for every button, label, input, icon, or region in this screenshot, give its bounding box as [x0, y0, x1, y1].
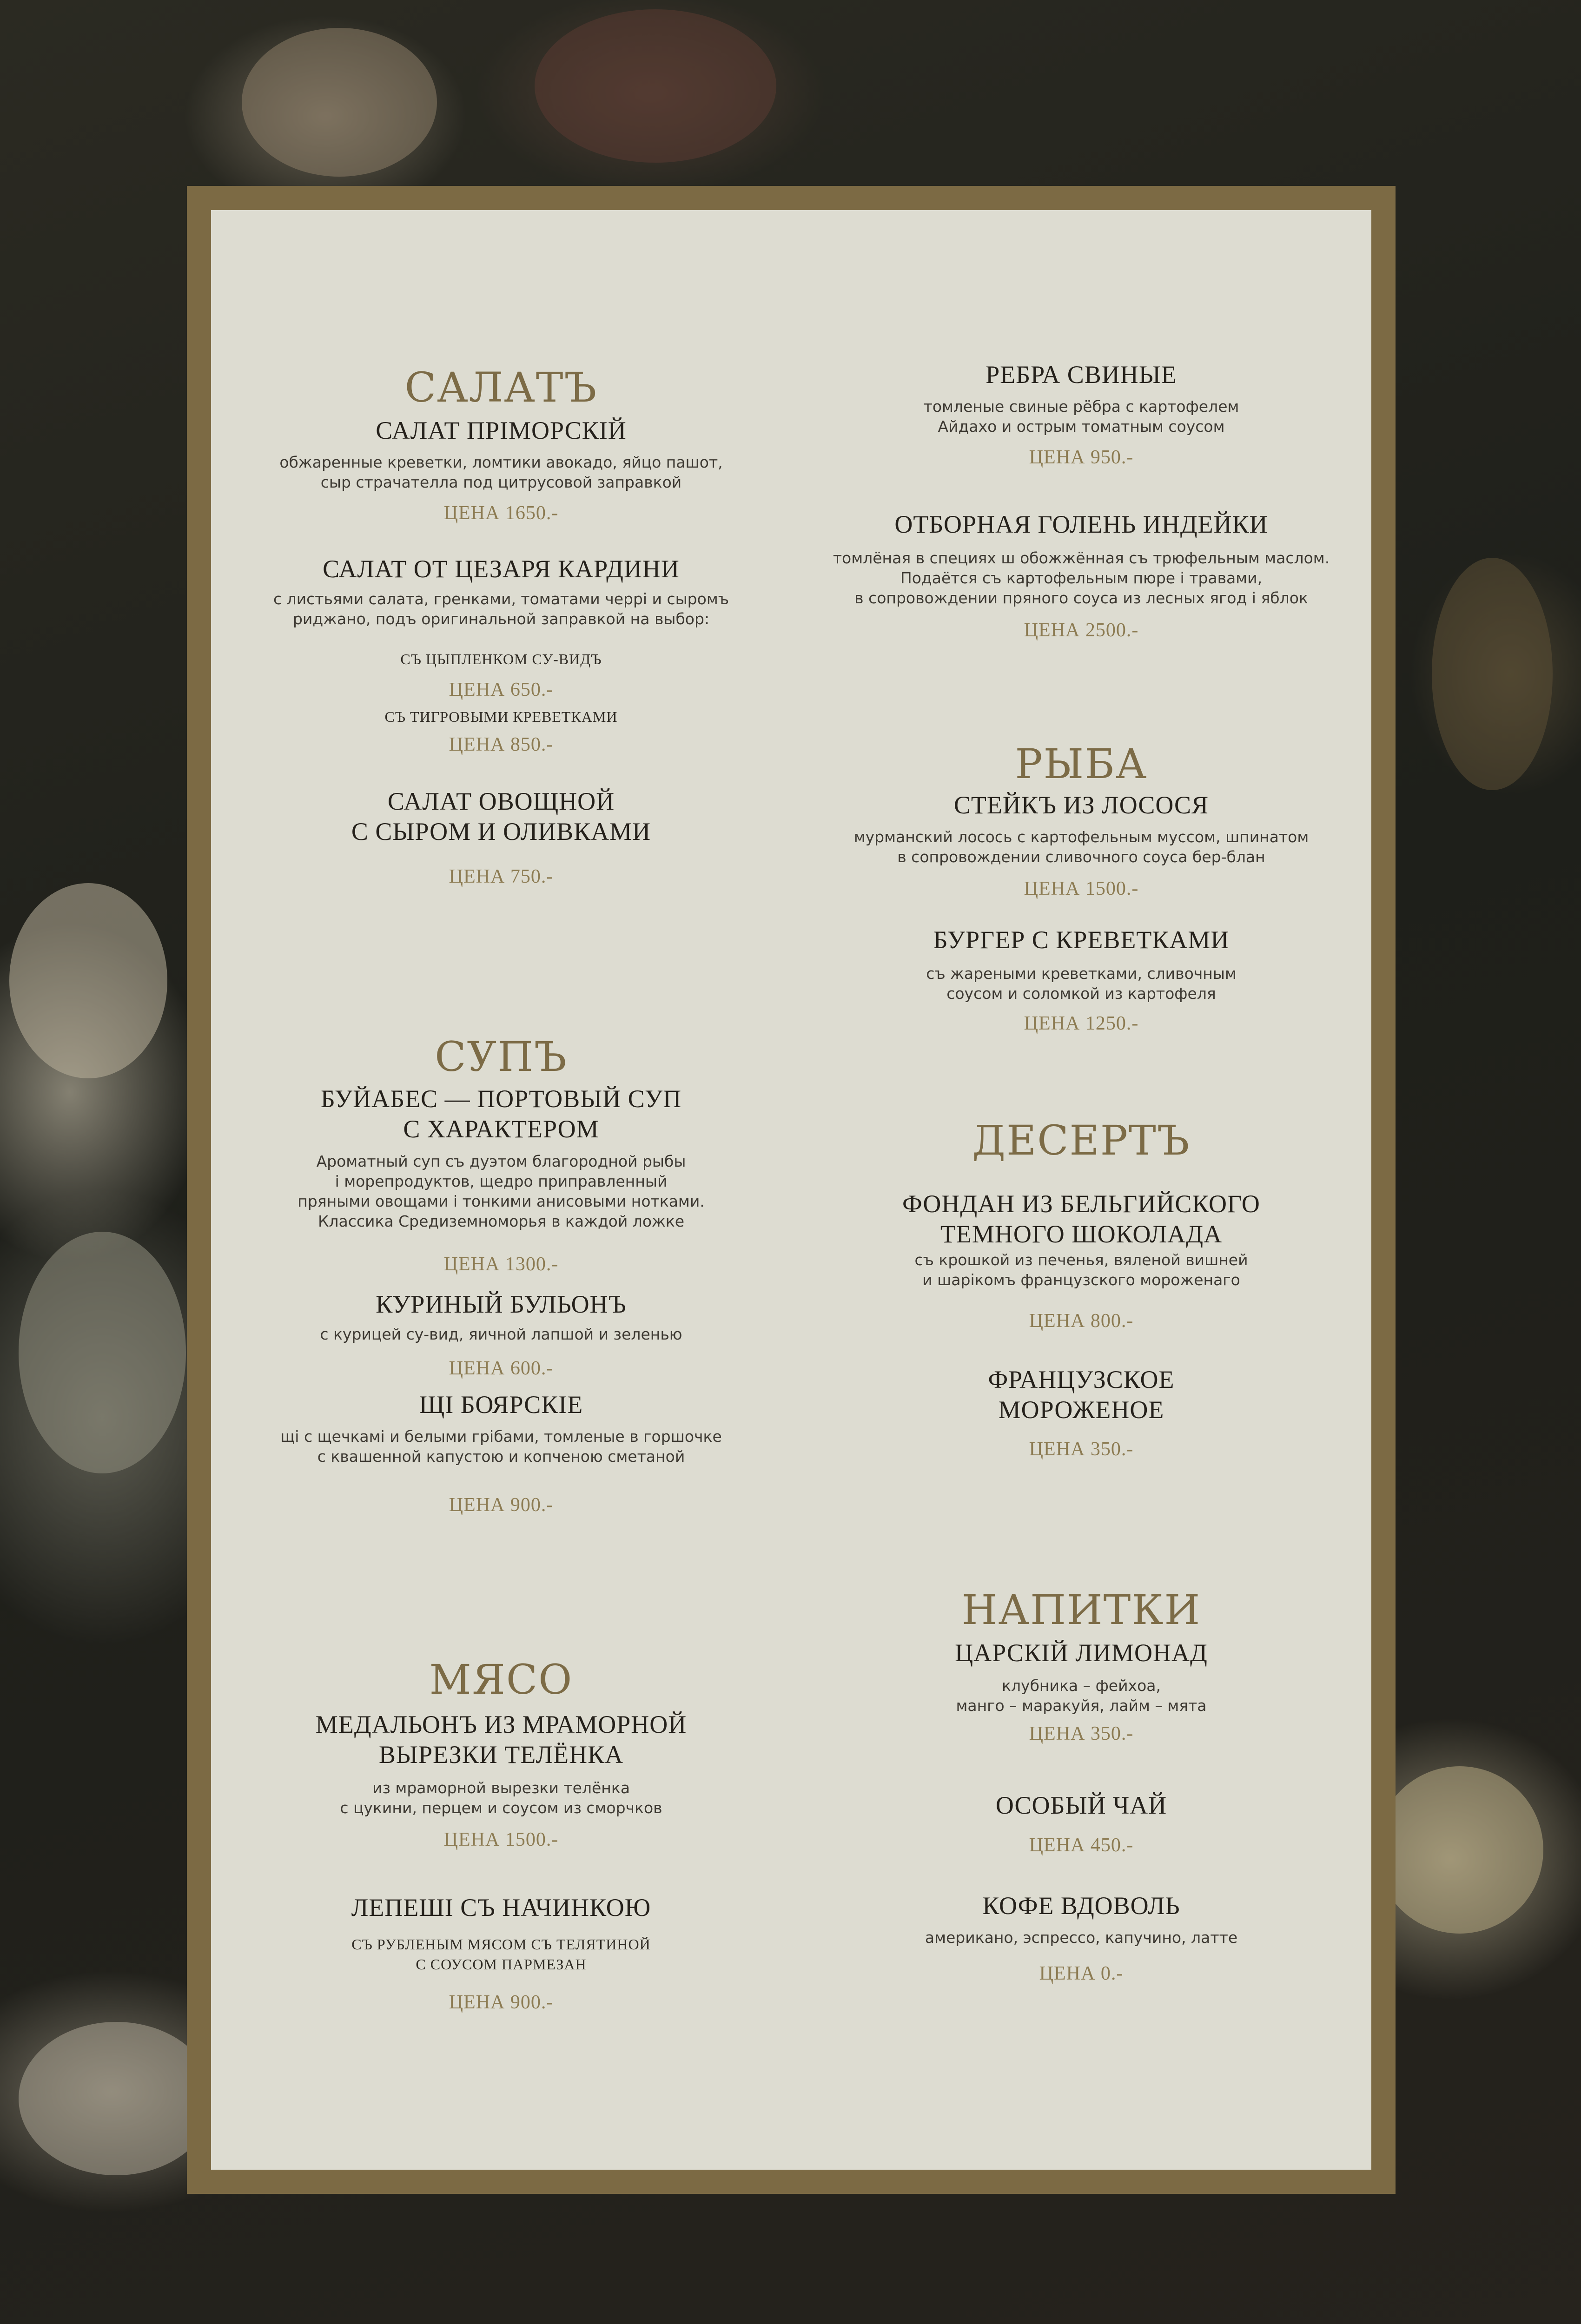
section-title-soups: СУПЪ	[435, 1033, 568, 1081]
dish-subtitle: СЪ РУБЛЕНЫМ МЯСОМ СЪ ТЕЛЯТИНОЙ С СОУСОМ ПАРМЕЗАН	[351, 1936, 651, 1973]
section-title-fish: РЫБА	[1015, 740, 1148, 788]
dish-price: ЦЕНА 1650.-	[443, 502, 559, 524]
dish-description: клубника – фейхоа, манго – маракуйя, лайм – мята	[956, 1677, 1207, 1715]
dish-description: щі с щечкамі и белыми грібами, томленые в горшочке с квашенной капустою и копченою сметаной	[280, 1427, 722, 1466]
dish-option-label: СЪ ЦЫПЛЕНКОМ СУ-ВИДЪ	[400, 651, 602, 667]
dish-name: РЕБРА СВИНЫЕ	[986, 361, 1177, 389]
dish-description: обжаренные креветки, ломтики авокадо, яйцо пашот, сыр страчателла под цитрусовой заправкой	[279, 453, 723, 491]
dish-name: КУРИНЫЙ БУЛЬОНЪ	[376, 1290, 627, 1318]
dish-price: ЦЕНА 0.-	[1039, 1963, 1124, 1984]
section-title-salads: САЛАТЪ	[404, 363, 598, 411]
dish-name: САЛАТ ОВОЩНОЙ С СЫРОМ И ОЛИВКАМИ	[351, 787, 651, 845]
dish-description: Ароматный суп съ дуэтом благородной рыбы і морепродуктов, щедро приправленный пряными овощами і тонкими анисовыми нотками. Классика Средиземноморья в каждой ложке	[298, 1152, 705, 1230]
dish-price: ЦЕНА 800.-	[1029, 1310, 1134, 1332]
background-flower-bottom-left	[19, 2022, 214, 2175]
dish-name: БУЙАБЕС — ПОРТОВЫЙ СУП С ХАРАКТЕРОМ	[320, 1085, 682, 1143]
dish-price: ЦЕНА 900.-	[449, 1992, 554, 2013]
menu-panel	[211, 210, 1371, 2170]
dish-name: ЩІ БОЯРСКІЕ	[419, 1391, 583, 1419]
dish-description: мурманский лосось с картофельным муссом, шпинатом в сопровождении сливочного соуса бер-блан	[853, 828, 1309, 866]
dish-description: с курицей су-вид, яичной лапшой и зеленью	[320, 1325, 682, 1343]
dish-name: КОФЕ ВДОВОЛЬ	[982, 1892, 1180, 1920]
background-rose-right	[1376, 1766, 1543, 1934]
dish-description: съ крошкой из печенья, вяленой вишней и шарікомъ французского мороженаго	[914, 1251, 1248, 1289]
dish-description: томлёная в специях ш обожжённая съ трюфельным маслом. Подаётся съ картофельным пюре і травами, в сопровождении пряного соуса из лесных ягод і яблок	[833, 549, 1330, 607]
dish-price: ЦЕНА 350.-	[1029, 1723, 1134, 1744]
dish-price: ЦЕНА 450.-	[1029, 1835, 1134, 1856]
dish-name: САЛАТ ПРІМОРСКІЙ	[376, 416, 627, 444]
dish-name: ФОНДАН ИЗ БЕЛЬГИЙСКОГО ТЕМНОГО ШОКОЛАДА	[902, 1190, 1260, 1248]
dish-name: ЛЕПЕШІ СЪ НАЧИНКОЮ	[351, 1894, 651, 1921]
background-flower-top	[535, 9, 776, 163]
dish-name: ФРАНЦУЗСКОЕ МОРОЖЕНОЕ	[988, 1366, 1175, 1424]
dish-name: САЛАТ ОТ ЦЕЗАРЯ КАРДИНИ	[323, 555, 680, 583]
dish-price: ЦЕНА 1300.-	[443, 1254, 559, 1275]
background-flower-top-left	[242, 28, 437, 177]
dish-price: ЦЕНА 950.-	[1029, 447, 1134, 468]
dish-description: американо, эспрессо, капучино, латте	[925, 1928, 1238, 1947]
dish-description: из мраморной вырезки телёнка с цукини, перцем и соусом из сморчков	[340, 1779, 662, 1817]
section-title-desserts: ДЕСЕРТЪ	[972, 1116, 1191, 1164]
dish-name: СТЕЙКЪ ИЗ ЛОСОСЯ	[953, 791, 1209, 819]
dish-price: ЦЕНА 750.-	[449, 866, 554, 887]
dish-name: ЦАРСКІЙ ЛИМОНАД	[955, 1639, 1208, 1667]
background-flower-left-lower	[19, 1232, 186, 1473]
background-flower-left	[9, 883, 167, 1078]
dish-price: ЦЕНА 600.-	[449, 1358, 554, 1379]
dish-option-label: СЪ ТИГРОВЫМИ КРЕВЕТКАМИ	[384, 708, 618, 725]
background-leaf-right	[1432, 558, 1553, 790]
dish-price: ЦЕНА 850.-	[449, 734, 554, 755]
dish-name: МЕДАЛЬОНЪ ИЗ МРАМОРНОЙ ВЫРЕЗКИ ТЕЛЁНКА	[315, 1710, 687, 1769]
dish-price: ЦЕНА 650.-	[449, 679, 554, 700]
section-title-drinks: НАПИТКИ	[961, 1586, 1201, 1634]
dish-price: ЦЕНА 900.-	[449, 1494, 554, 1516]
dish-name: ОСОБЫЙ ЧАЙ	[995, 1791, 1167, 1819]
dish-name: ОТБОРНАЯ ГОЛЕНЬ ИНДЕЙКИ	[894, 510, 1268, 538]
dish-description: с листьями салата, гренками, томатами черрі и сыромъ риджано, подъ оригинальной заправкой на выбор:	[273, 590, 729, 628]
dish-description: томленые свиные рёбра с картофелем Айдахо и острым томатным соусом	[923, 397, 1239, 436]
dish-name: БУРГЕР С КРЕВЕТКАМИ	[933, 926, 1230, 954]
dish-price: ЦЕНА 1250.-	[1024, 1013, 1139, 1034]
dish-price: ЦЕНА 2500.-	[1024, 620, 1139, 641]
dish-price: ЦЕНА 1500.-	[443, 1829, 559, 1850]
dish-description: съ жареными креветками, сливочным соусом и соломкой из картофеля	[926, 964, 1237, 1003]
section-title-meat: МЯСО	[429, 1656, 573, 1703]
dish-price: ЦЕНА 1500.-	[1024, 878, 1139, 899]
menu-frame	[187, 186, 1396, 2194]
dish-price: ЦЕНА 350.-	[1029, 1439, 1134, 1460]
